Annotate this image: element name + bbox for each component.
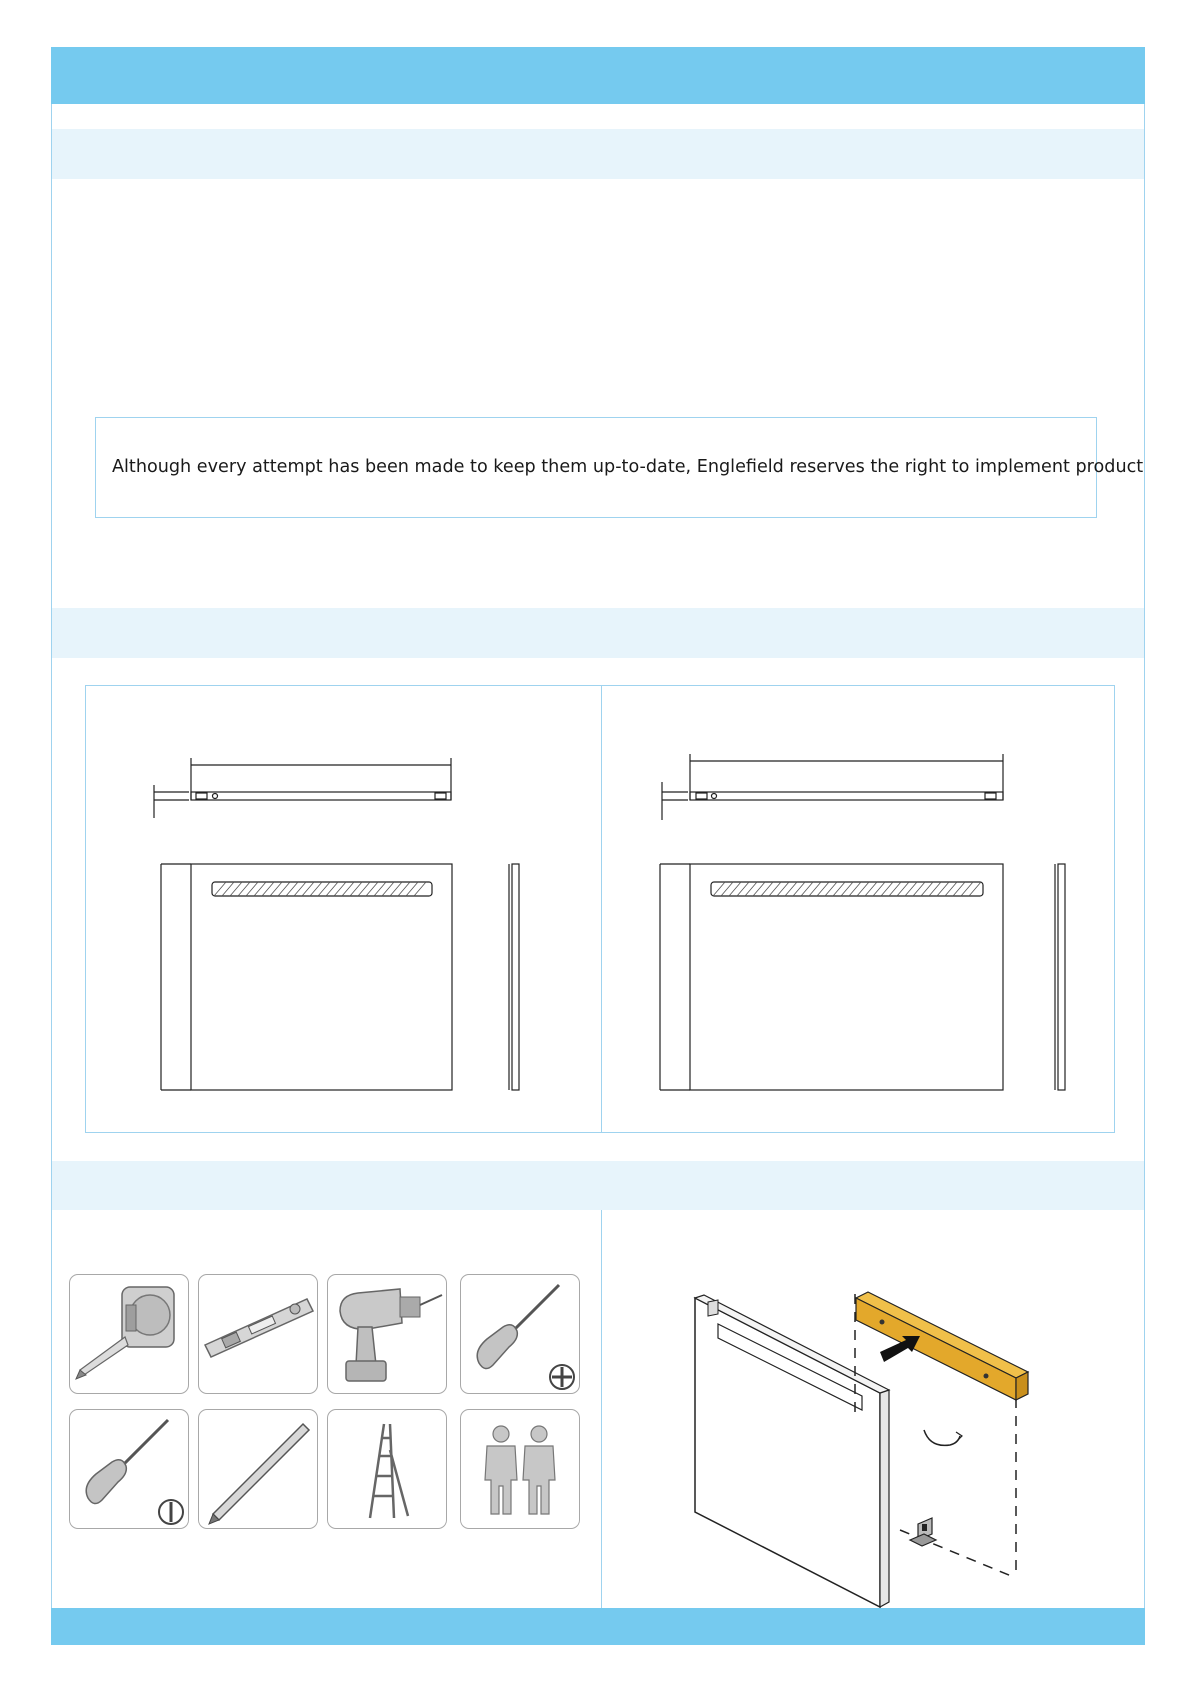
disclaimer-text: Although every attempt has been made to keep them up-to-date, Englefield reserves the right to implement product (112, 457, 1144, 477)
footer-bar (51, 1608, 1145, 1645)
